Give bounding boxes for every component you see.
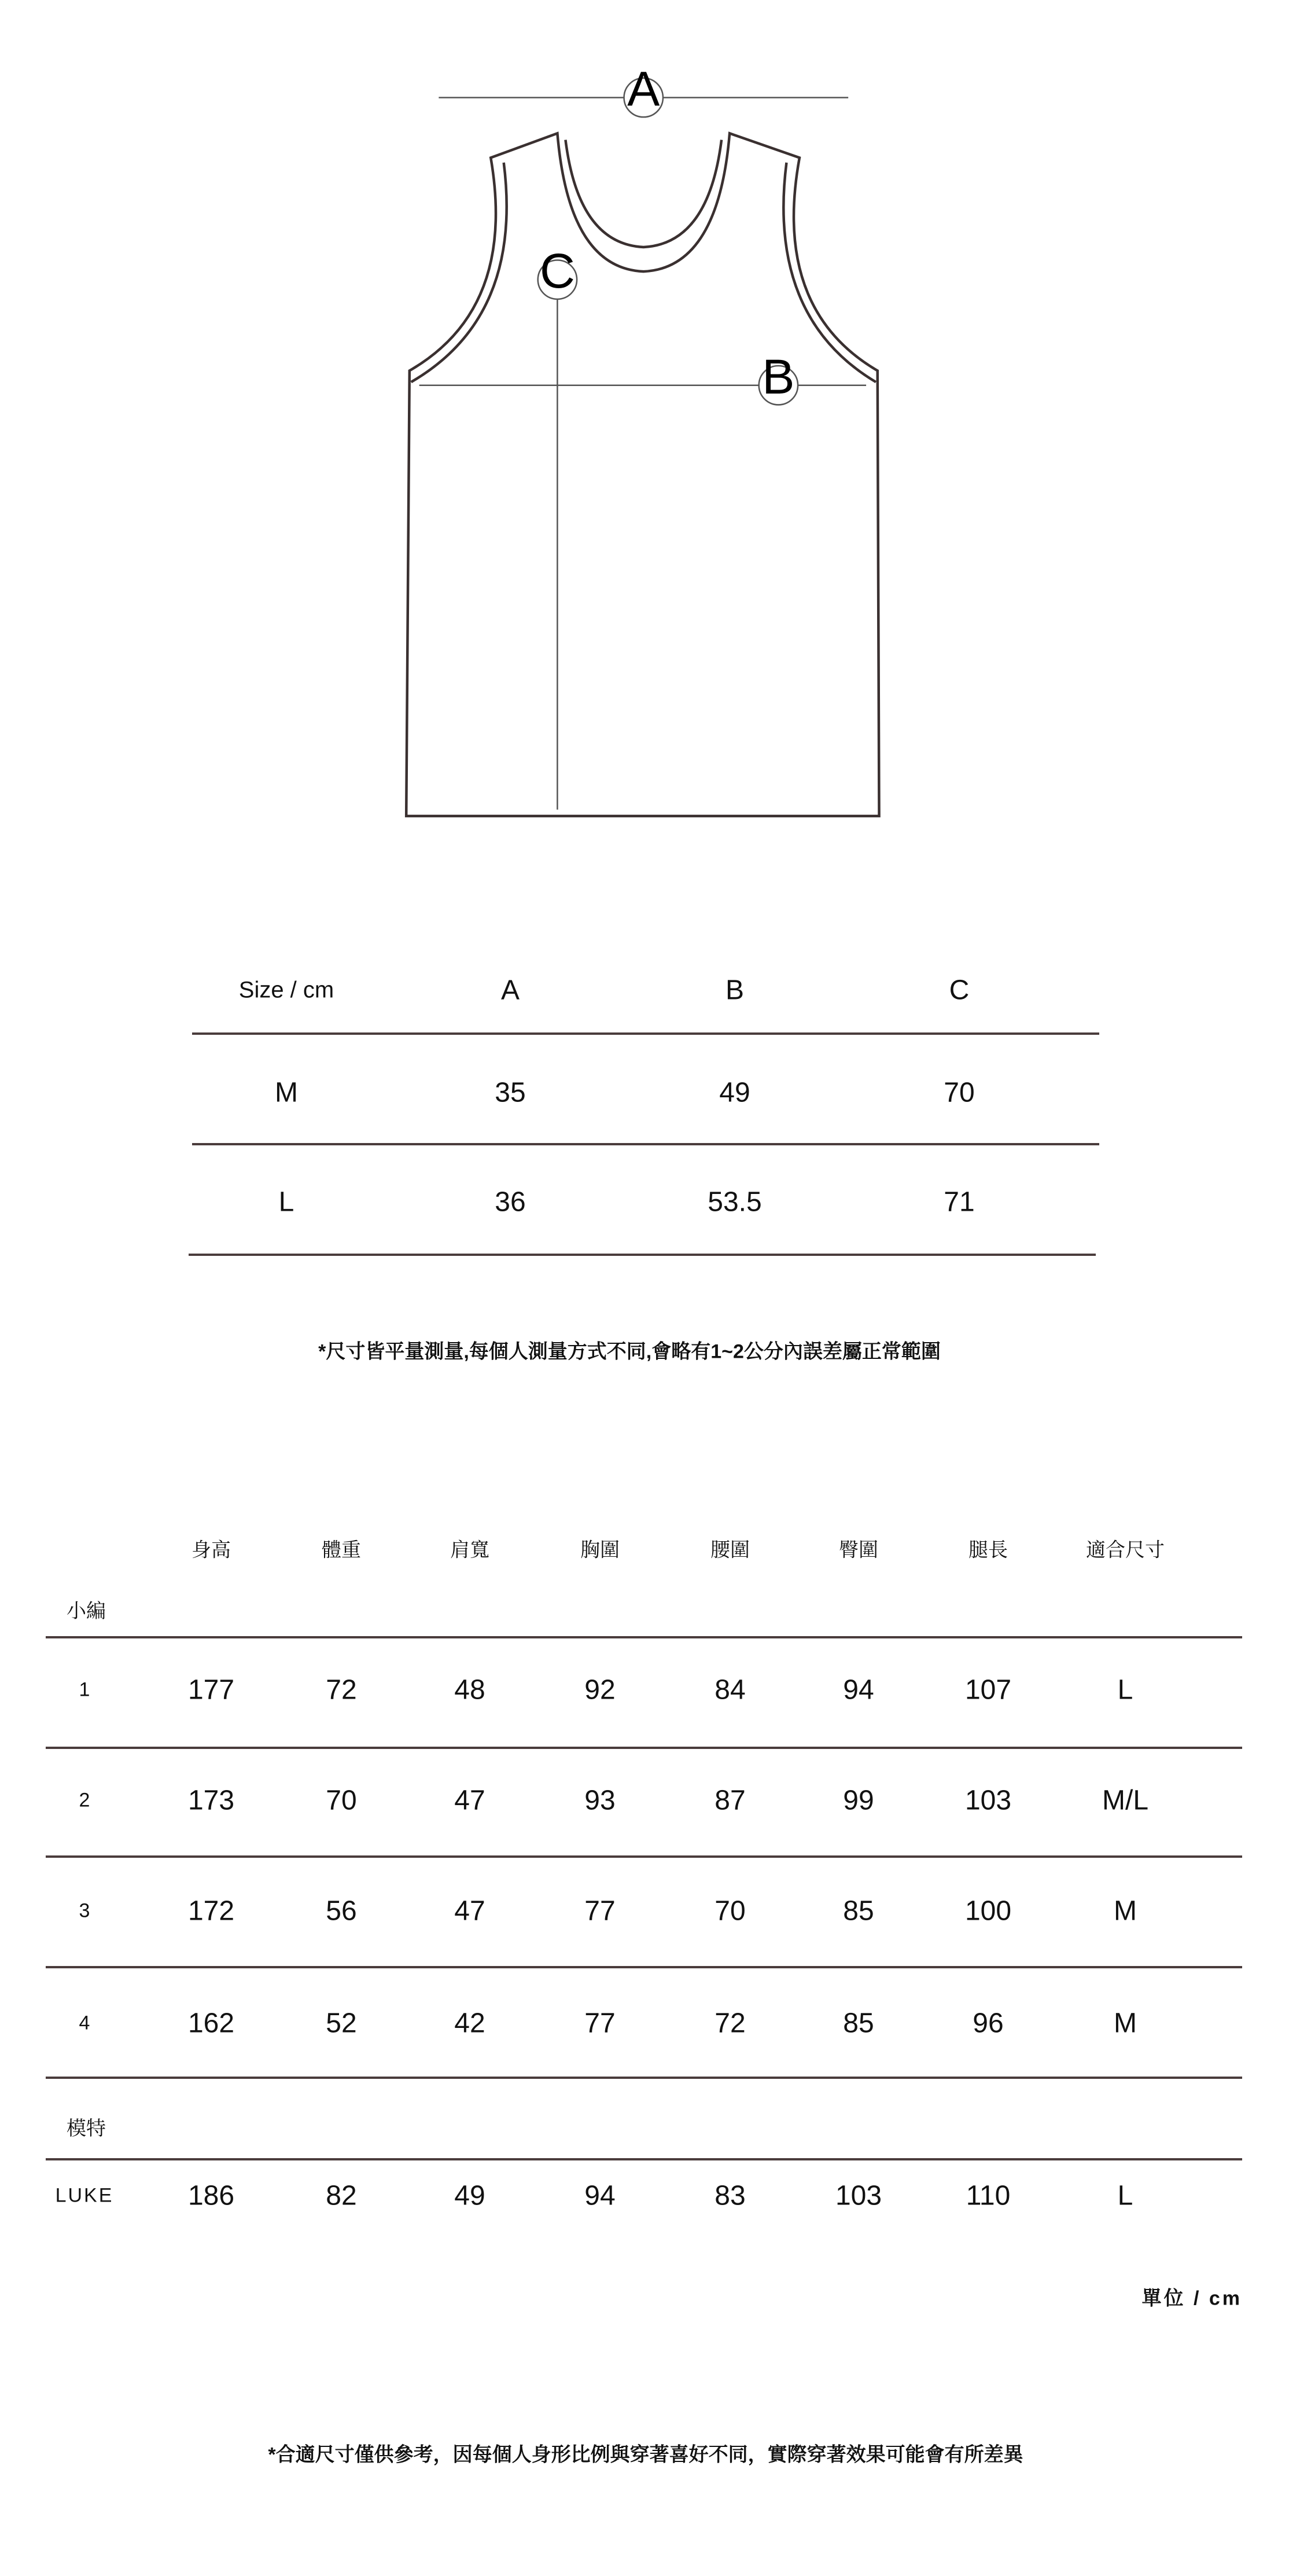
fit-cell: 96: [973, 2008, 1004, 2039]
fit-header-cell: 身高: [191, 1539, 231, 1561]
model-name: LUKE: [55, 2184, 114, 2207]
divider: [192, 1032, 1099, 1035]
fit-cell: L: [1117, 2180, 1133, 2211]
size-cell: 49: [719, 1077, 750, 1108]
fit-header-cell: 適合尺寸: [1086, 1539, 1165, 1561]
fit-cell: 47: [454, 1785, 485, 1816]
fit-cell: 173: [187, 1785, 235, 1816]
size-cell: L: [278, 1186, 294, 1218]
left-armhole-trim: [411, 163, 507, 382]
fit-cell: 94: [584, 2180, 616, 2211]
group-label-model: 模特: [67, 2118, 106, 2140]
fit-cell: 87: [715, 1785, 746, 1816]
tank-outline: [406, 133, 879, 816]
fit-cell: 177: [187, 1674, 235, 1706]
divider: [46, 2158, 1242, 2160]
size-cell: 53.5: [708, 1186, 762, 1218]
tank-top-diagram: [0, 0, 1300, 868]
right-armhole-trim: [783, 163, 876, 382]
size-cell: 71: [944, 1186, 975, 1218]
marker-b-label: B: [762, 349, 795, 404]
fit-header-cell: 腰圍: [710, 1539, 750, 1561]
fit-cell: 49: [454, 2180, 485, 2211]
group-label-staff: 小編: [67, 1600, 106, 1622]
size-header-cell: C: [949, 975, 970, 1006]
divider: [189, 1254, 1096, 1256]
size-header-cell: A: [500, 975, 520, 1006]
neck-trim: [565, 140, 721, 247]
size-cell: 36: [495, 1186, 526, 1218]
fit-cell: 84: [715, 1674, 746, 1706]
fit-cell: 162: [187, 2008, 235, 2039]
divider: [192, 1143, 1099, 1145]
fit-cell: 83: [715, 2180, 746, 2211]
fit-header-cell: 胸圍: [580, 1539, 620, 1561]
fit-cell: 72: [715, 2008, 746, 2039]
fit-header-cell: 體重: [322, 1539, 361, 1561]
fit-header-cell: 腿長: [968, 1539, 1008, 1561]
fit-cell: 47: [454, 1895, 485, 1927]
fit-cell: 103: [964, 1785, 1012, 1816]
fit-cell: 42: [454, 2008, 485, 2039]
fit-cell: L: [1117, 1674, 1133, 1706]
size-cell: M: [275, 1077, 298, 1108]
fit-header-cell: 肩寬: [450, 1539, 489, 1561]
fit-note: *合適尺寸僅供參考，因每個人身形比例與穿著喜好不同，實際穿著效果可能會有所差異: [268, 2443, 1023, 2466]
fit-cell: 70: [326, 1785, 357, 1816]
fit-cell: M: [1114, 1895, 1137, 1927]
fit-cell: 72: [326, 1674, 357, 1706]
unit-label: 單位 / cm: [1141, 2287, 1242, 2310]
fit-cell: 52: [326, 2008, 357, 2039]
marker-a-label: A: [627, 61, 660, 116]
fit-cell: 172: [187, 1895, 235, 1927]
divider: [46, 1636, 1242, 1638]
size-header-cell: B: [725, 975, 745, 1006]
fit-header-cell: 臀圍: [839, 1539, 878, 1561]
fit-cell: 48: [454, 1674, 485, 1706]
row-index: 1: [79, 1678, 90, 1701]
fit-cell: 92: [584, 1674, 616, 1706]
fit-cell: 56: [326, 1895, 357, 1927]
row-index: 3: [79, 1899, 90, 1922]
size-cell: 70: [944, 1077, 975, 1108]
divider: [46, 1966, 1242, 1968]
fit-cell: 110: [966, 2180, 1011, 2211]
divider: [46, 1855, 1242, 1858]
divider: [46, 1747, 1242, 1749]
row-index: 4: [79, 2012, 90, 2034]
fit-cell: M/L: [1102, 1785, 1149, 1816]
fit-cell: 99: [843, 1785, 874, 1816]
size-header-cell: Size / cm: [238, 977, 334, 1003]
marker-c-label: C: [539, 244, 575, 299]
fit-cell: 100: [964, 1895, 1012, 1927]
fit-cell: 103: [835, 2180, 882, 2211]
size-cell: 35: [495, 1077, 526, 1108]
fit-cell: 107: [964, 1674, 1012, 1706]
fit-cell: 82: [326, 2180, 357, 2211]
fit-cell: 94: [843, 1674, 874, 1706]
fit-cell: 77: [584, 2008, 616, 2039]
measurement-note: *尺寸皆平量測量,每個人測量方式不同,會略有1~2公分內誤差屬正常範圍: [318, 1340, 941, 1363]
fit-cell: 93: [584, 1785, 616, 1816]
fit-cell: 85: [843, 1895, 874, 1927]
fit-cell: 186: [187, 2180, 235, 2211]
fit-cell: 70: [715, 1895, 746, 1927]
fit-cell: 77: [584, 1895, 616, 1927]
divider: [46, 2077, 1242, 2079]
fit-cell: M: [1114, 2008, 1137, 2039]
fit-cell: 85: [843, 2008, 874, 2039]
row-index: 2: [79, 1789, 90, 1811]
